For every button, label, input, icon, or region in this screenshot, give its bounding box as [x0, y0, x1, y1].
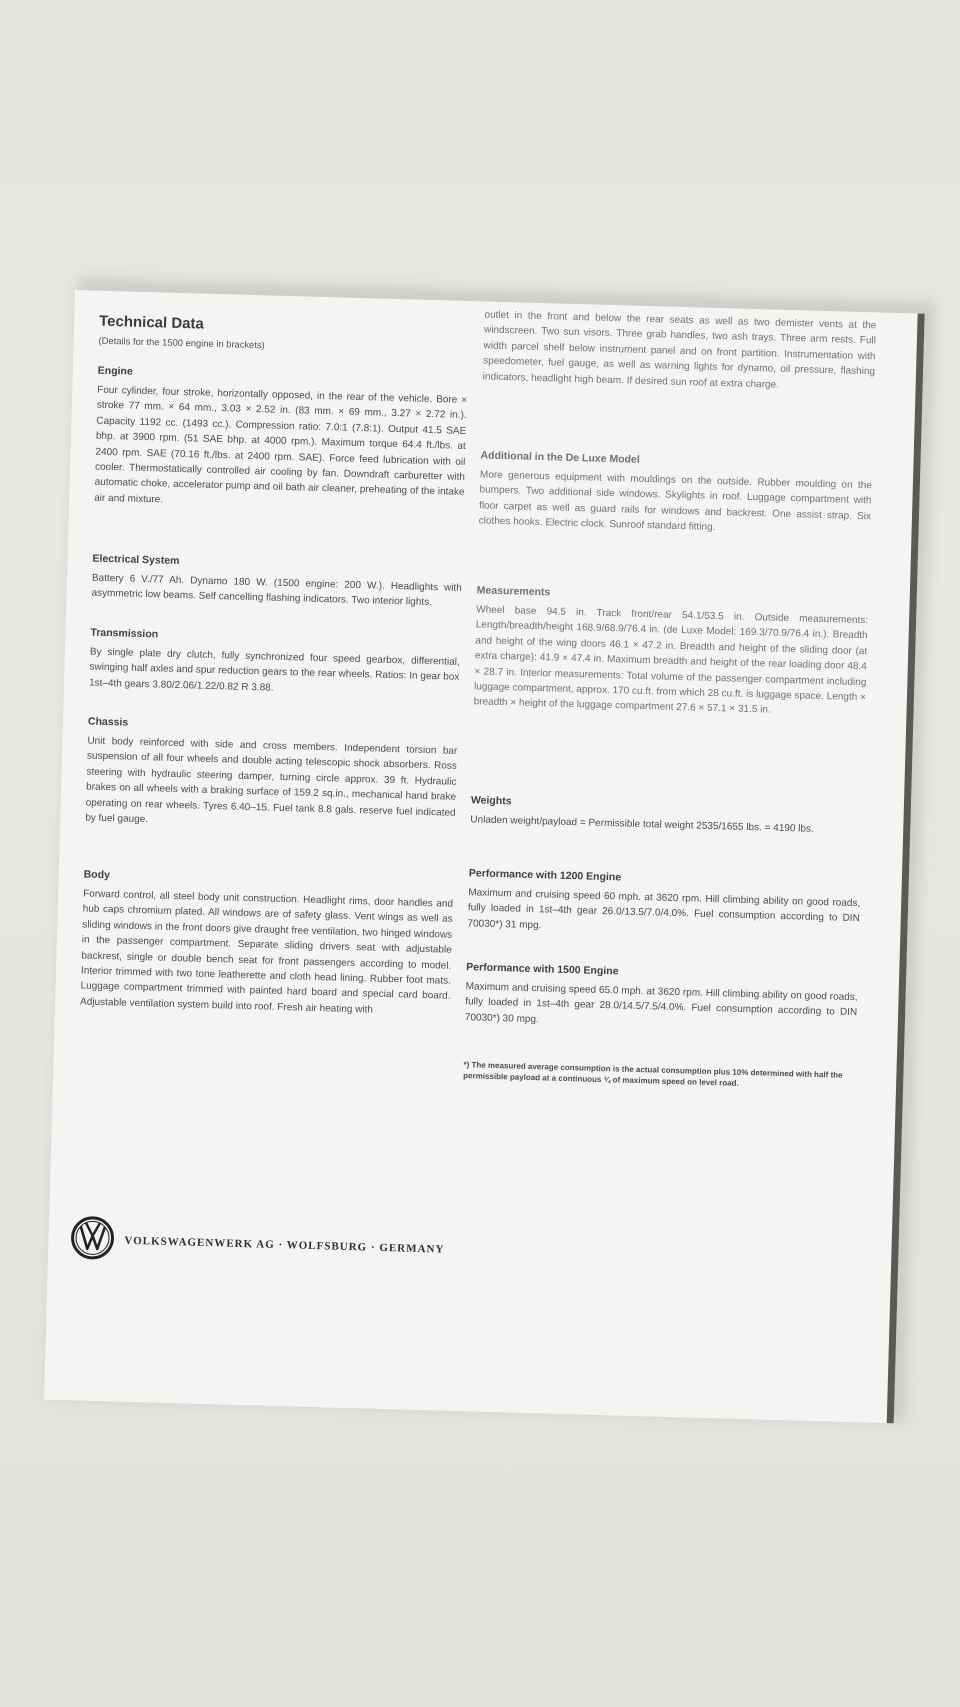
weights-body: Unladen weight/payload = Permissible total weight 2535/1655 lbs. = 4190 lbs.	[470, 814, 814, 835]
electrical-section	[91, 553, 462, 612]
footnote-section	[463, 1059, 855, 1092]
electrical-body: Battery 6 V./77 Ah. Dynamo 180 W. (1500 engine: 200 W.). Headlights with asymmetric low beams. Self cancelling flashing indicators. Two interior lights.	[91, 572, 462, 609]
vw-logo-icon	[70, 1215, 115, 1260]
measurements-section	[473, 584, 868, 721]
deluxe-section	[478, 449, 872, 540]
body-heading: Body	[83, 868, 111, 882]
deluxe-heading: Additional in the De Luxe Model	[480, 449, 640, 466]
body-body: Forward control, all steel body unit construction. Headlight rims, door handles and hub caps chromium plated. All windows are of safety glass. Vent wings as well as sliding windows in the front doors give draught free ventilation, two hinged windows in the passenger compartment. Separate sliding drivers seat with adjustable backrest, single or double bench seat for front passengers according to model. Interior trimmed with two tone leatherette and cloth head lining. Rubber foot mats. Luggage compartment trimmed with painted hard board and special card board. Adjustable ventilation system build into roof. Fresh air heating with	[79, 888, 454, 1016]
engine-section	[94, 365, 468, 517]
deluxe-body: More generous equipment with mouldings on the outside. Rubber moulding on the bumpers. Two additional side windows. Skylights in roof. Luggage compartment with floor carpet as well as guard rails for windows and backrest. One assist strap. Six clothes hooks. Electric clock. Sunroof standard fitting.	[478, 469, 872, 534]
page-title: Technical Data	[98, 312, 205, 333]
chassis-body: Unit body reinforced with side and cross members. Independent torsion bar suspension of all four wheels and double acting telescopic shock absorbers. Ross steering with hydraulic steering damper, turning circle approx. 39 ft. Hydraulic brakes on all wheels with a braking surface of 159.2 sq.in., mechanical hand brake operating on rear wheels. Tyres 6.40–15. Fuel tank 8.8 gals. reserve fuel indicated by fuel gauge.	[85, 735, 458, 826]
weights-heading: Weights	[470, 794, 512, 808]
transmission-body: By single plate dry clutch, fully synchronized four speed gearbox, differential, swinging half axles and spur reduction gears to the rear wheels. Ratios: In gear box 1st–4th gears 3.80/2.06/1.22/0.82 R 3.88.	[88, 646, 460, 694]
engine-heading: Engine	[97, 364, 133, 378]
perf1500-section	[465, 961, 859, 1036]
measurements-heading: Measurements	[476, 584, 551, 599]
transmission-section	[89, 627, 461, 702]
body-section	[80, 868, 454, 1020]
perf1200-section	[467, 867, 861, 942]
chassis-heading: Chassis	[87, 715, 129, 729]
engine-body: Four cylinder, four stroke, horizontally opposed, in the rear of the vehicle. Bore × stroke 77 mm. × 64 mm., 3.03 × 2.52 in. (83 mm. × 69 mm., 3.27 × 2.72 in.). Capacity 1192 cc. (1493 cc.). Compression ratio: 7.0:1 (7.8:1). Output 41.5 SAE bhp. at 3900 rpm. (51 SAE bhp. at 4000 rpm.). Maximum torque 64.4 ft./lbs. at 2400 rpm. SAE (70.16 ft./lbs. at 2400 rpm. SAE). Force feed lubrication with oil cooler. Thermostatically controlled air cooling by fan. Downdraft carburetter with automatic choke, accelerator pump and oil bath air cleaner, preheating of the intake air and mixture.	[94, 384, 468, 506]
footer	[70, 1215, 445, 1269]
perf1200-heading: Performance with 1200 Engine	[468, 867, 622, 884]
footnote: *) The measured average consumption is the actual consumption plus 10% determined with half the permissible payload at a continuous ¾ of maximum speed on level road.	[463, 1060, 843, 1088]
chassis-section	[85, 716, 458, 837]
perf1500-heading: Performance with 1500 Engine	[466, 961, 619, 978]
electrical-heading: Electrical System	[92, 552, 180, 568]
page-subtitle: (Details for the 1500 engine in brackets)	[98, 334, 265, 351]
transmission-heading: Transmission	[90, 626, 159, 641]
body-continued	[483, 307, 877, 395]
weights-section	[470, 794, 863, 838]
measurements-body: Wheel base 94.5 in. Track front/rear 54.1/53.5 in. Outside measurements: Length/breadth/height 168.9/68.9/76.4 in. (de Luxe Model: 169.3/70.9/76.4 in.). Breadth and height of the wing doors 46.1 × 47.2 in. Breadth and height of the sliding door (at extra charge): 41.9 × 47.4 in. Maximum breadth and height of the rear loading door 48.4 × 28.7 in. Interior measurements: Total volume of the passenger compartment including luggage compartment, approx. 170 cu.ft. from which 28 cu.ft. is luggage space. Length × breadth × height of the luggage compartment 27.6 × 57.1 × 31.5 in.	[473, 604, 869, 717]
body-continued-text: outlet in the front and below the rear seats as well as two demister vents at the windscreen. Two sun visors. Three grab handles, two ash trays. Three arm rests. Full width parcel shelf below instrument panel and on front partition. Instrumentation with speedometer, fuel gauge, as well as warning lights for dynamo, oil pressure, flashing indicators, headlight high beam. If desired sun roof at extra charge.	[482, 309, 877, 391]
perf1200-body: Maximum and cruising speed 60 mph. at 3620 rpm. Hill climbing ability on good roads, fully loaded in 1st–4th gear 26.0/13.5/7.0/4.0%. Fuel consumption according to DIN 70030*) 31 mpg.	[467, 887, 861, 932]
perf1500-body: Maximum and cruising speed 65.0 mph. at 3620 rpm. Hill climbing ability on good roads, fully loaded in 1st–4th gear 28.0/14.5/7.5/4.0%. Fuel consumption according to DIN 70030*) 30 mpg.	[464, 981, 858, 1026]
company-name: VOLKSWAGENWERK AG · WOLFSBURG · GERMANY	[124, 1234, 445, 1256]
brochure-page	[44, 290, 925, 1423]
